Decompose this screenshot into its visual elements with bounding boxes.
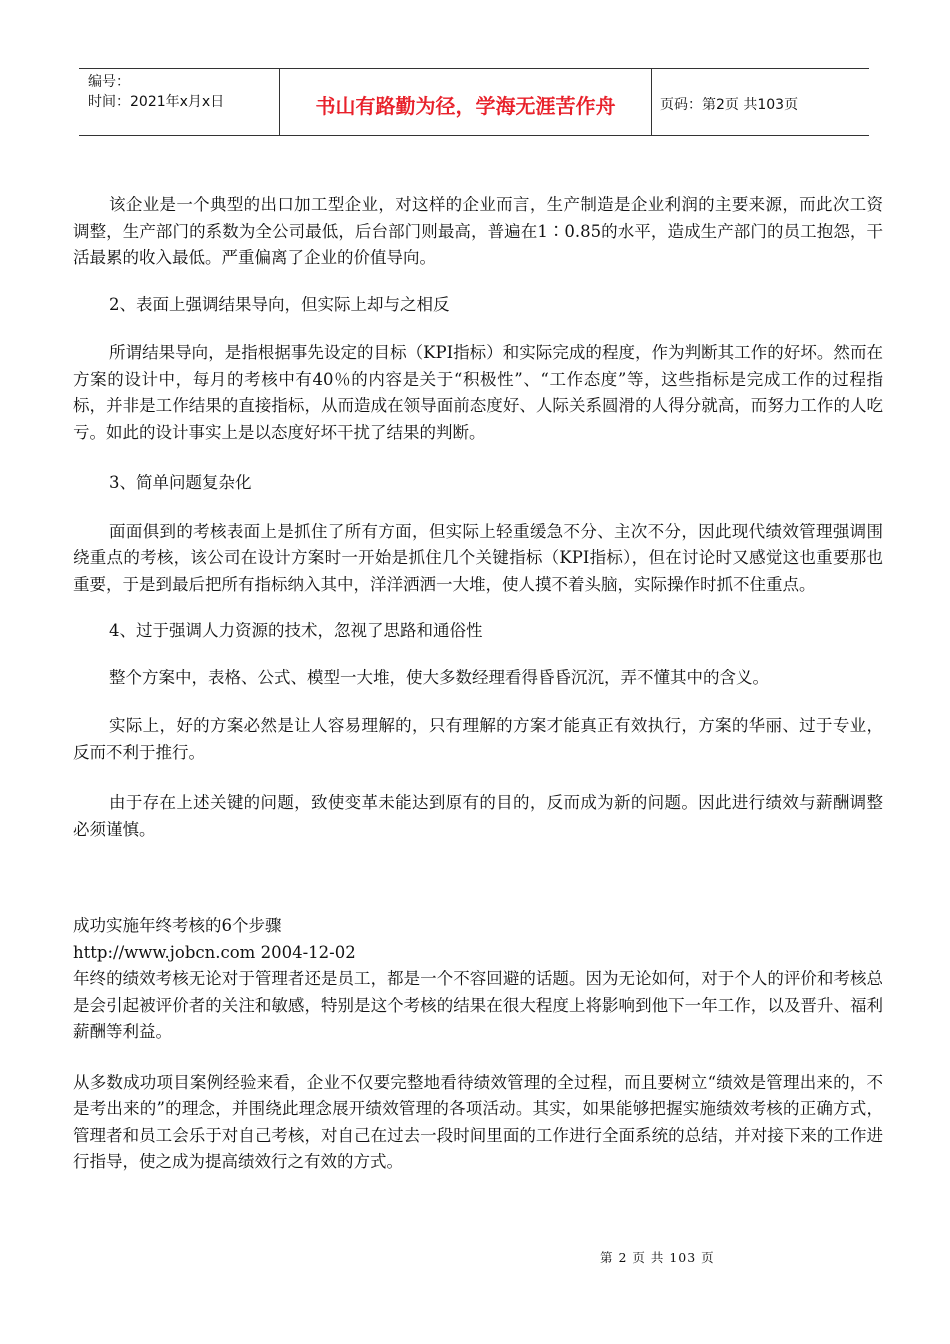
paragraph-3: 面面俱到的考核表面上是抓住了所有方面，但实际上轻重缓急不分、主次不分，因此现代绩效管理强调围绕重点的考核，该公司在设计方案时一开始是抓住几个关键指标（KPI指标），但在讨论时又感觉这也重要那也重要，于是到最后把所有指标纳入其中，洋洋洒洒一大堆，使人摸不着头脑，实际操作时抓不住重点。 <box>73 521 883 594</box>
paragraph-7: 年终的绩效考核无论对于管理者还是员工，都是一个不容回避的话题。因为无论如何，对于个人的评价和考核总是会引起被评价者的关注和敏感，特别是这个考核的结果在很大程度上将影响到他下一年工作，以及晋升、福利薪酬等利益。 <box>73 969 883 1041</box>
paragraph-4: 整个方案中，表格、公式、模型一大堆，使大多数经理看得昏昏沉沉，弄不懂其中的含义。 <box>109 667 769 687</box>
header-motto: 书山有路勤为径，学海无涯苦作舟 <box>280 69 652 135</box>
document-time-label: 时间：2021年x月x日 <box>88 94 225 110</box>
section-heading-3: 3、简单问题复杂化 <box>109 473 252 492</box>
paragraph-2: 所谓结果导向，是指根据事先设定的目标（KPI指标）和实际完成的程度，作为判断其工作的好坏。然而在方案的设计中，每月的考核中有40％的内容是关于“积极性”、“工作态度”等，这些指标是完成工作的过程指标，并非是工作结果的直接指标，从而造成在领导面前态度好、人际关系圆滑的人得分就高，而努力工作的人吃亏。如此的设计事实上是以态度好坏干扰了结果的判断。 <box>73 343 883 442</box>
section-heading-2: 2、表面上强调结果导向，但实际上却与之相反 <box>109 294 450 314</box>
paragraph-8: 从多数成功项目案例经验来看，企业不仅要完整地看待绩效管理的全过程，而且要树立“绩效是管理出来的，不是考出来的”的理念，并围绕此理念展开绩效管理的各项活动。其实，如果能够把握实施绩效考核的正确方式，管理者和员工会乐于对自己考核，对自己在过去一段时间里面的工作进行全面系统的总结，并对接下来的工作进行指导，使之成为提高绩效行之有效的方式。 <box>73 1072 883 1171</box>
paragraph-5: 实际上，好的方案必然是让人容易理解的，只有理解的方案才能真正有效执行，方案的华丽、过于专业，反而不利于推行。 <box>73 716 883 762</box>
paragraph-6: 由于存在上述关键的问题，致使变革未能达到原有的目的，反而成为新的问题。因此进行绩效与薪酬调整必须谨慎。 <box>73 793 883 839</box>
page-footer: 第 2 页 共 103 页 <box>600 1250 715 1265</box>
article-title: 成功实施年终考核的6个步骤 <box>73 916 282 935</box>
article-source: http://www.jobcn.com 2004-12-02 <box>73 942 356 962</box>
page-header <box>79 68 869 136</box>
document-number-label: 编号： <box>88 74 130 90</box>
section-heading-4: 4、过于强调人力资源的技术，忽视了思路和通俗性 <box>109 621 483 640</box>
paragraph-1: 该企业是一个典型的出口加工型企业，对这样的企业而言，生产制造是企业利润的主要来源，而此次工资调整，生产部门的系数为全公司最低，后台部门则最高，普遍在1∶0.85的水平，造成生产部门的员工抱怨，干活最累的收入最低。严重偏离了企业的价值导向。 <box>73 195 883 267</box>
document-body <box>73 192 883 1176</box>
header-page-code: 页码：第2页 共103页 <box>660 97 799 113</box>
header-meta <box>79 69 280 135</box>
